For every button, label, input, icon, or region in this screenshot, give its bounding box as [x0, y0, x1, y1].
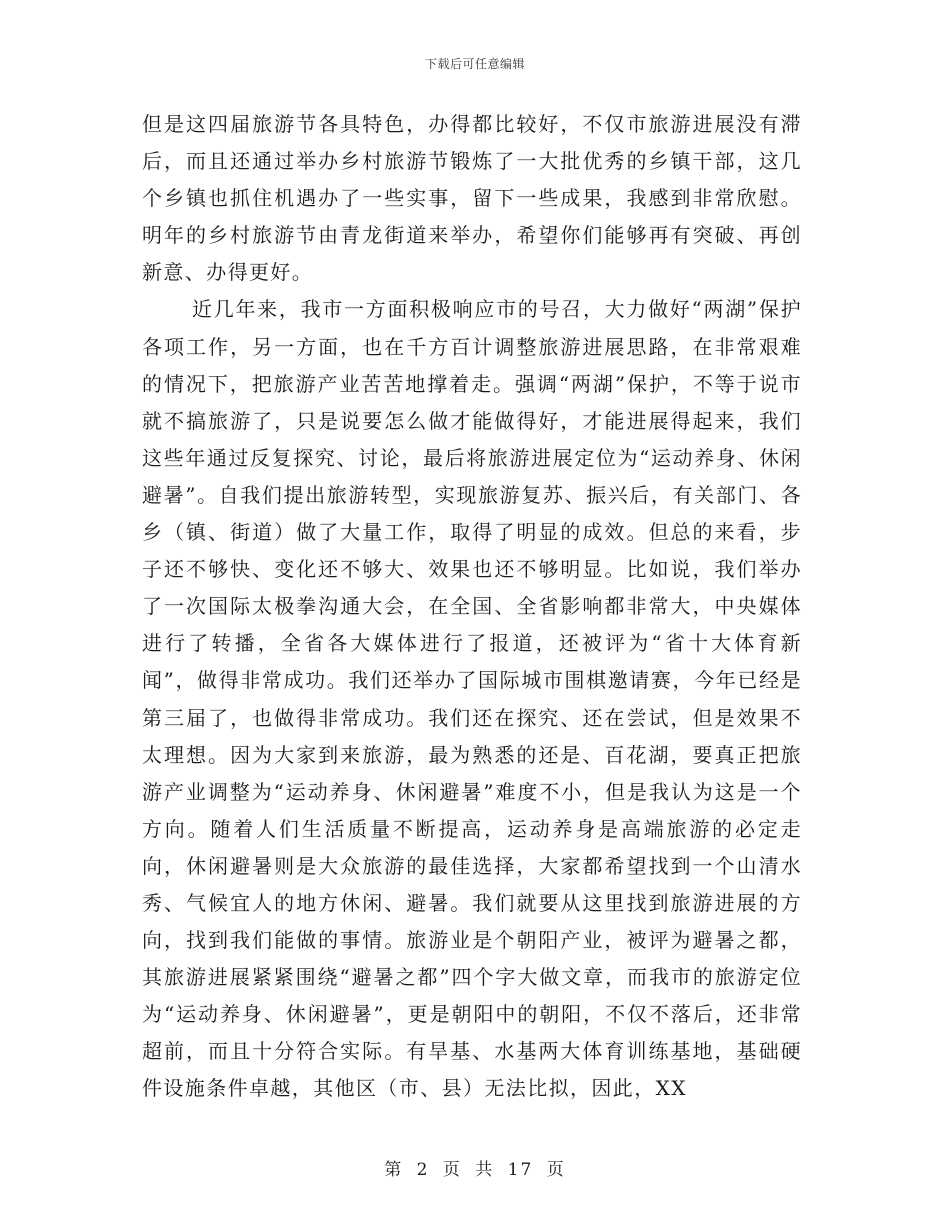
paragraph-2: 近几年来，我市一方面积极响应市的号召，大力做好“两湖”保护各项工作，另一方面，也在千方百计调整旅游进展思路，在非常艰难的情况下，把旅游产业苦苦地撑着走。强调“两湖”保护，不等于说市就不搞旅游了，只是说要怎么做才能做得好，才能进展得起来，我们这些年通过反复探究、讨论，最后将旅游进展定位为“运动养身、休闲避暑”。自我们提出旅游转型，实现旅游复苏、振兴后，有关部门、各乡（镇、街道）做了大量工作，取得了明显的成效。但总的来看，步子还不够快、变化还不够大、效果也还不够明显。比如说，我们举办了一次国际太极拳沟通大会，在全国、全省影响都非常大，中央媒体进行了转播，全省各大媒体进行了报道，还被评为“省十大体育新闻”，做得非常成功。我们还举办了国际城市围棋邀请赛，今年已经是第三届了，也做得非常成功。我们还在探究、还在尝试，但是效果不太理想。因为大家到来旅游，最为熟悉的还是、百花湖，要真正把旅游产业调整为“运动养身、休闲避暑”难度不小，但是我认为这是一个方向。随着人们生活质量不断提高，运动养身是高端旅游的必定走向，休闲避暑则是大众旅游的最佳选择，大家都希望找到一个山清水秀、气候宜人的地方休闲、避暑。我们就要从这里找到旅游进展的方向，找到我们能做的事情。旅游业是个朝阳产业，被评为避暑之都，其旅游进展紧紧围绕“避暑之都”四个字大做文章，而我市的旅游定位为“运动养身、休闲避暑”，更是朝阳中的朝阳，不仅不落后，还非常超前，而且十分符合实际。有旱基、水基两大体育训练基地，基础硬件设施条件卓越，其他区（市、县）无法比拟，因此，XX	[142, 297, 802, 1101]
page-footer: 第 2 页 共 17 页	[384, 1160, 566, 1180]
paragraph-1: 但是这四届旅游节各具特色，办得都比较好，不仅市旅游进展没有滞后，而且还通过举办乡村旅游节锻炼了一大批优秀的乡镇干部，这几个乡镇也抓住机遇办了一些实事，留下一些成果，我感到非常欣慰。明年的乡村旅游节由青龙街道来举办，希望你们能够再有突破、再创新意、办得更好。	[142, 112, 802, 285]
body-text	[142, 106, 802, 1108]
page-header: 下载后可任意编辑	[424, 57, 525, 71]
